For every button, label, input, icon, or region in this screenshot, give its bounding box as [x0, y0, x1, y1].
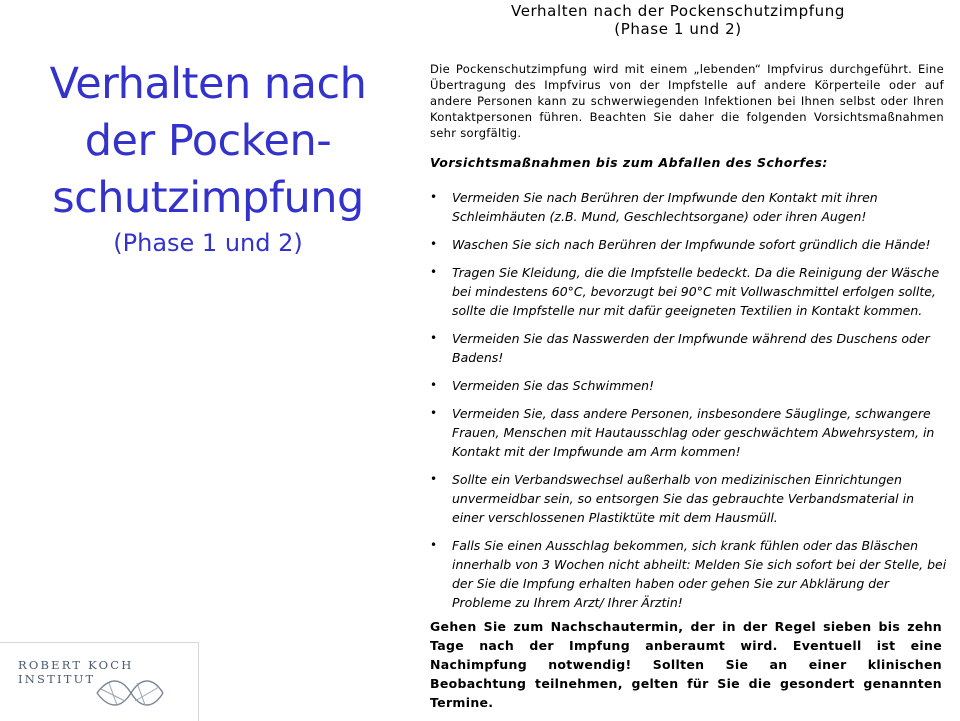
document-page: [404, 0, 952, 720]
list-item: [428, 404, 948, 461]
rki-helix-logo-icon: [95, 675, 165, 711]
followup-notice: Gehen Sie zum Nachschautermin, der in der Regel sieben bis zehn Tage nach der Impfung anberaumt wird. Eventuell ist eine Nachimpfung notwendig! Sollten Sie an einer klinischen Beobachtung teilnehmen, gelten für Sie die gesondert genannten Termine.: [430, 619, 942, 710]
list-item: [428, 263, 948, 320]
list-item: [428, 536, 948, 612]
list-item-text: Waschen Sie sich nach Berühren der Impfwunde sofort gründlich die Hände!: [452, 237, 931, 252]
slide-title-main: Verhalten nach der Pocken-schutzimpfung: [49, 59, 367, 223]
intro-paragraph: Die Pockenschutzimpfung wird mit einem „lebenden“ Impfvirus durchgeführt. Eine Übertragung des Impfvirus von der Impfstelle auf andere Körperteile oder auf andere Personen kann zu schwerwiegenden Infektionen bei Ihnen selbst oder Ihren Kontaktpersonen führen. Beachten Sie daher die folgenden Vorsichtsmaßnahmen sehr sorgfältig.: [430, 62, 944, 140]
document-header: [404, 2, 952, 38]
list-item-text: Vermeiden Sie das Nasswerden der Impfwunde während des Duschens oder Badens!: [452, 331, 930, 365]
bullet-dot-icon: •: [430, 237, 438, 251]
institute-logo: [0, 642, 199, 721]
document-header-title: Verhalten nach der Pockenschutzimpfung: [511, 2, 845, 20]
list-item: [428, 376, 948, 395]
list-item: [428, 329, 948, 367]
list-item-text: Vermeiden Sie, dass andere Personen, insbesondere Säuglinge, schwangere Frauen, Menschen mit Hautausschlag oder geschwächtem Abwehrsystem, in Kontakt mit der Impfwunde am Arm kommen!: [452, 406, 935, 459]
bullet-dot-icon: •: [430, 472, 438, 486]
bullet-dot-icon: •: [430, 190, 438, 204]
document-header-subtitle: (Phase 1 und 2): [614, 20, 742, 38]
list-item: [428, 235, 948, 254]
precaution-list: [428, 188, 948, 621]
bullet-dot-icon: •: [430, 406, 438, 420]
list-item: [428, 470, 948, 527]
list-item-text: Vermeiden Sie nach Berühren der Impfwunde den Kontakt mit ihren Schleimhäuten (z.B. Mund, Geschlechtsorgane) oder ihren Augen!: [452, 190, 878, 224]
bullet-dot-icon: •: [430, 331, 438, 345]
list-item-text: Sollte ein Verbandswechsel außerhalb von medizinischen Einrichtungen unvermeidbar sein, so entsorgen Sie das gebrauchte Verbandsmaterial in einer verschlossenen Plastiktüte mit dem Hausmüll.: [452, 472, 915, 525]
bullet-dot-icon: •: [430, 265, 438, 279]
slide-title-sub: (Phase 1 und 2): [113, 229, 303, 257]
precaution-heading: Vorsichtsmaßnahmen bis zum Abfallen des Schorfes:: [430, 155, 828, 170]
slide-title: [28, 56, 388, 259]
list-item-text: Vermeiden Sie das Schwimmen!: [452, 378, 655, 393]
bullet-dot-icon: •: [430, 538, 438, 552]
list-item: [428, 188, 948, 226]
list-item-text: Falls Sie einen Ausschlag bekommen, sich krank fühlen oder das Bläschen innerhalb von 3 Wochen nicht abheilt: Melden Sie sich sofort bei der Stelle, bei der Sie die Impfung erhalten haben oder gehen Sie zur Abklärung der Probleme zu Ihrem Arzt/ Ihrer Ärztin!: [452, 538, 947, 610]
list-item-text: Tragen Sie Kleidung, die die Impfstelle bedeckt. Da die Reinigung der Wäsche bei mindestens 60°C, bevorzugt bei 90°C mit Vollwaschmittel erfolgen sollte, sollte die Impfstelle nur mit dafür geeigneten Textilien in Kontakt kommen.: [452, 265, 940, 318]
bullet-dot-icon: •: [430, 378, 438, 392]
logo-text: ROBERT KOCH INSTITUT: [18, 658, 134, 686]
